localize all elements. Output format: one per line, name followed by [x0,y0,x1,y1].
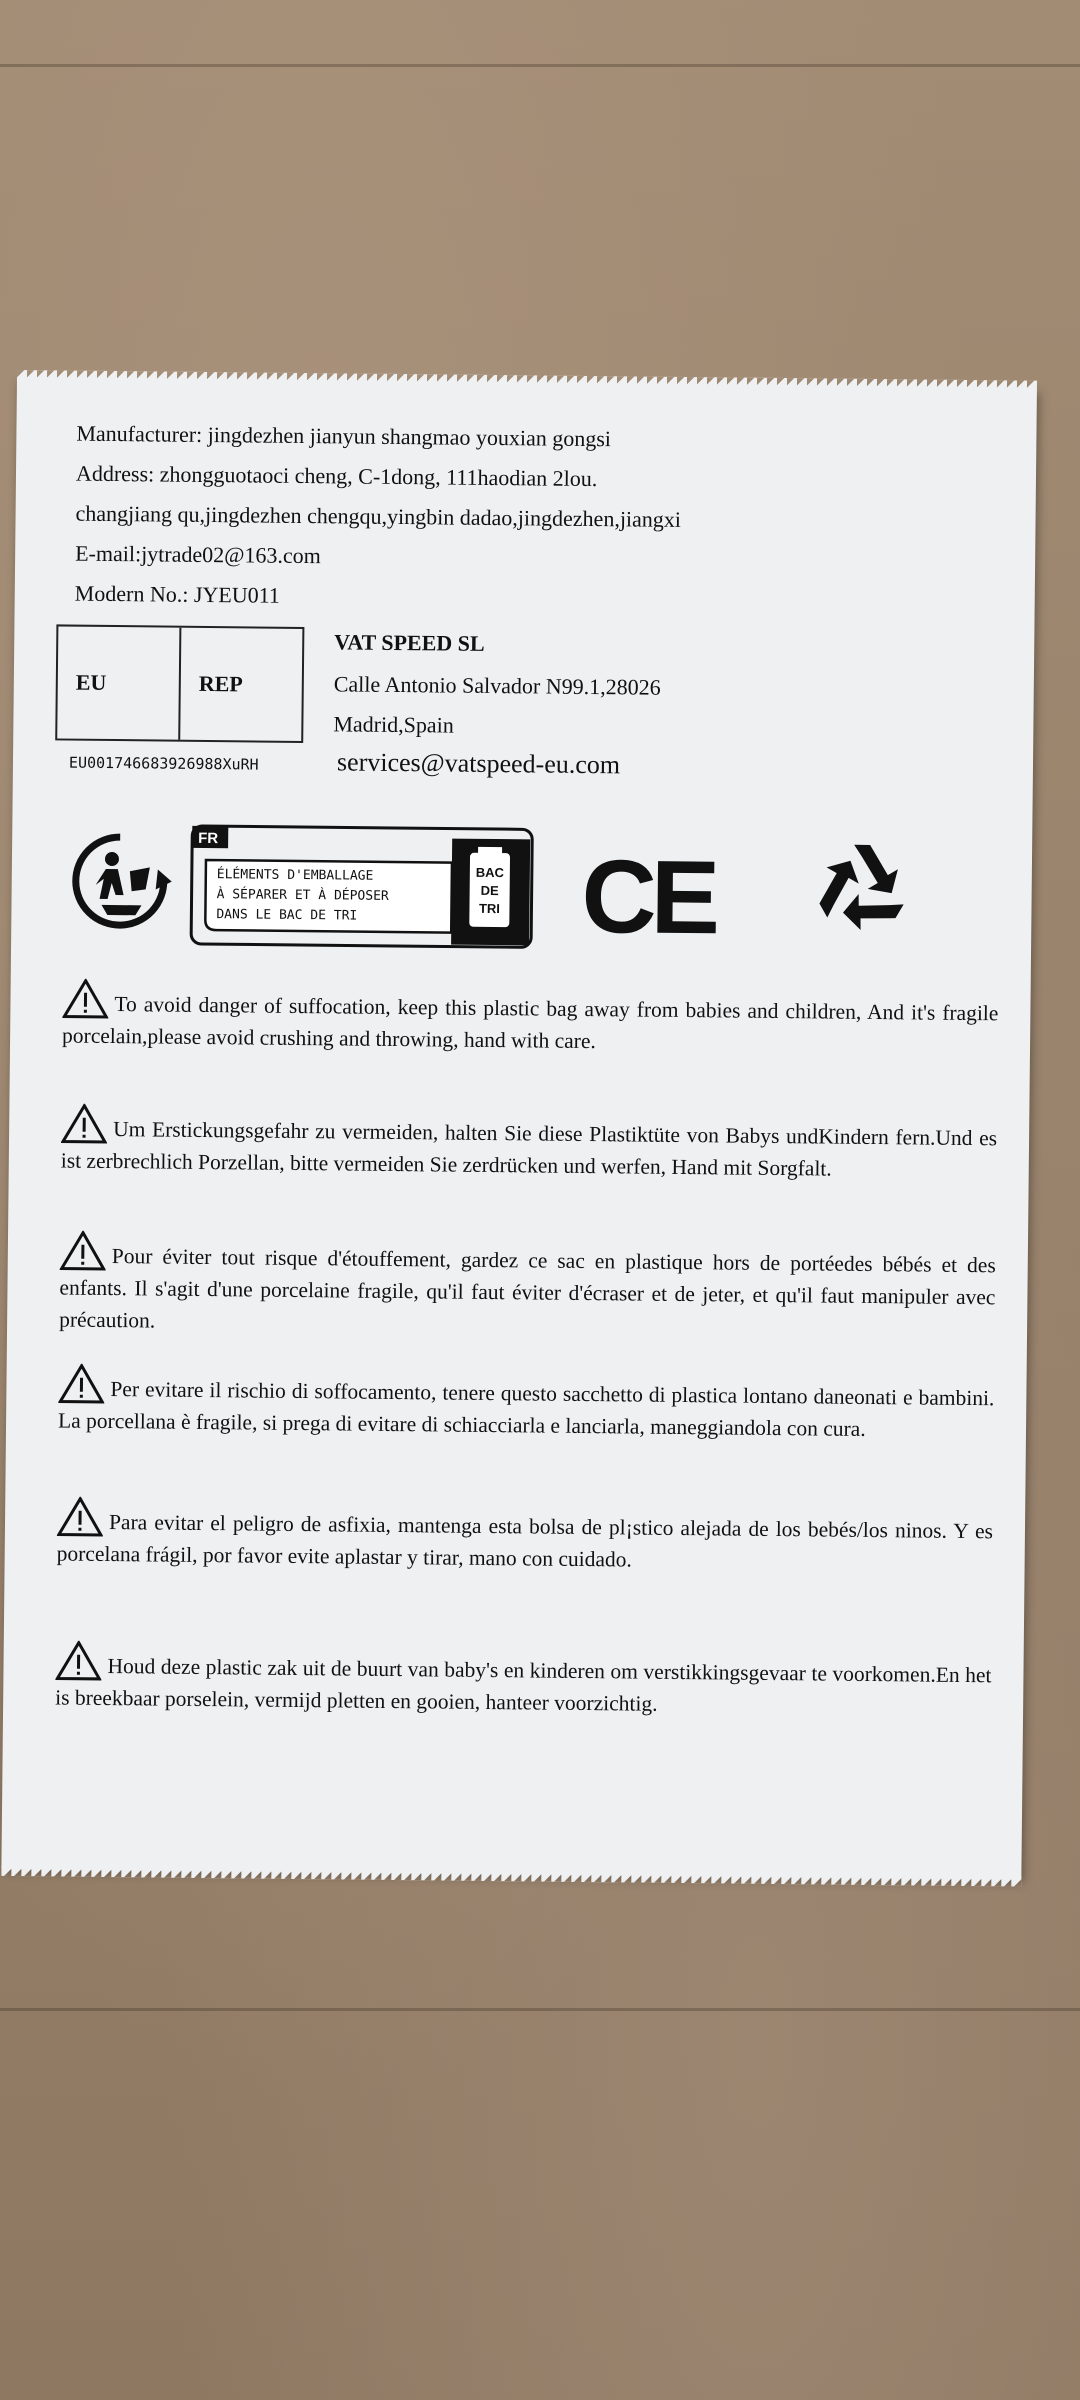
cardboard-seam-bottom [0,2008,1080,2011]
recycle-icon [805,844,904,942]
bin-text-2: DE [480,882,499,899]
address-line-1: Address: zhongguotaoci cheng, C-1dong, 111haodian 2lou. [75,460,598,492]
warning-de [61,1104,998,1187]
warning-text-de: Um Erstickungsgefahr zu vermeiden, halten Sie diese Plastiktüte von Babys undKindern fern.Und es ist zerbrechlich Porzellan, bitte vermeiden Sie zerdrücken und werfen, Hand mit Sorgfalt. [60,1117,998,1181]
bin-text-1: BAC [475,864,505,881]
ce-mark-icon [581,839,717,956]
triman-lang: FR [198,829,219,848]
warning-nl [55,1640,992,1723]
triman-line-1: ÉLÉMENTS D'EMBALLAGE [216,867,374,884]
warning-text-es: Para evitar el peligro de asfixia, mantenga esta bolsa de pl¡stico alejada de los bebés/los ninos. Y es porcelana frágil, por favor evite aplastar y tirar, mano con cuidado. [56,1510,994,1572]
warning-it [58,1363,995,1446]
warning-text-fr: Pour éviter tout risque d'étouffement, gardez ce sac en plastique hors de portéedes bébés et des enfants. Il s'agit d'une porcelaine fragile, qu'il faut éviter d'écraser et de jeter, et qu'il faut manipuler avec précaution. [59,1244,996,1333]
eu-rep-code: EU0017466839269​88XuRH [68,753,259,774]
rep-company: VAT SPEED SL [334,629,485,656]
warning-fr [59,1230,996,1345]
warning-triangle-icon [61,1104,107,1144]
product-label [1,378,1037,1879]
warning-text-nl: Houd deze plastic zak uit de buurt van baby's en kinderen om verstikkingsgevaar te voorkomen.En het is breekbaar porselein, vermijd pletten en gooien, hanteer voorzichtig. [55,1654,992,1716]
email-text: E-mail:jytrade02@163.com [75,540,321,569]
rep-cell: REP [178,628,302,741]
eu-rep-box [55,624,304,743]
warning-triangle-icon [60,1230,106,1270]
symbols-row [71,819,952,958]
address-line-2: changjiang qu,jingdezhen chengqu,yingbin dadao,jingdezhen,jiangxi [75,500,682,532]
warning-triangle-icon [58,1363,104,1403]
eu-cell: EU [75,669,107,695]
cardboard-seam-top [0,64,1080,67]
info-tri-icon [191,826,532,948]
rep-city: Madrid,Spain [333,711,454,738]
warning-triangle-icon [57,1496,103,1536]
ce-mark-text: CE [580,838,715,957]
warning-triangle-icon [55,1640,101,1680]
triman-line-3: DANS LE BAC DE TRI [216,907,358,924]
warning-es [57,1496,994,1579]
warning-triangle-icon [62,979,108,1019]
triman-icon [75,837,172,926]
manufacturer-text: Manufacturer: jingdezhen jianyun shangmao youxian gongsi [76,420,612,452]
bin-text-3: TRI [478,900,501,917]
triman-line-2: À SÉPARER ET À DÉPOSER [216,887,389,904]
warning-text-en: To avoid danger of suffocation, keep this plastic bag away from babies and children, And it's fragile porcelain,please avoid crushing and throwing, hand with care. [61,992,999,1054]
rep-street: Calle Antonio Salvador N99.1,28026 [333,671,661,700]
model-number: Modern No.: JYEU011 [74,580,280,608]
rep-email: services@vatspeed-eu.com [336,747,621,780]
warning-en [62,979,999,1062]
warning-text-it: Per evitare il rischio di soffocamento, tenere questo sacchetto di plastica lontano daneonati e bambini. La porcellana è fragile, si prega di evitare di schiacciarla e lanciarla, maneggiandola con cura. [57,1377,995,1441]
